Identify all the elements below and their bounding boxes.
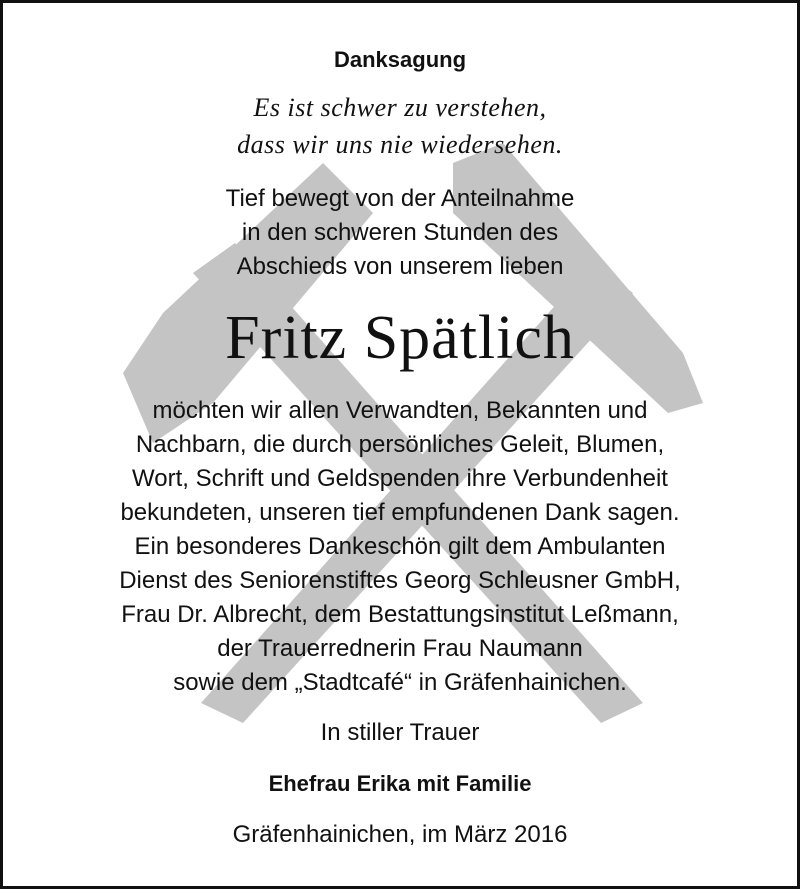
intro-line-3: Abschieds von unserem lieben [236,253,564,280]
body-line-7: Frau Dr. Albrecht, dem Bestattungsinstitut Leßmann, [121,601,679,628]
verse-line-1: Es ist schwer zu verstehen, [253,93,547,122]
body-line-9: sowie dem „Stadtcafé“ in Gräfenhainichen. [173,669,627,696]
body-line-6: Dienst des Seniorenstiftes Georg Schleusner GmbH, [119,567,681,594]
body-line-5: Ein besonderes Dankeschön gilt dem Ambulanten [134,533,666,560]
body-line-8: der Trauerrednerin Frau Naumann [217,635,583,662]
place-date: Gräfenhainichen, im März 2016 [232,821,568,848]
body-line-4: bekundeten, unseren tief empfundenen Dank sagen. [120,499,680,526]
body-line-1: möchten wir allen Verwandten, Bekannten und [152,397,648,424]
closing-line: In stiller Trauer [320,719,480,746]
heading: Danksagung [333,47,467,72]
body-line-2: Nachbarn, die durch persönliches Geleit, Blumen, [135,431,665,458]
deceased-name: Fritz Spätlich [225,304,575,372]
family-signature: Ehefrau Erika mit Familie [268,771,532,796]
verse-line-2: dass wir uns nie wiedersehen. [237,130,563,159]
intro-line-2: in den schweren Stunden des [241,219,559,246]
body-line-3: Wort, Schrift und Geldspenden ihre Verbundenheit [132,465,668,492]
intro-line-1: Tief bewegt von der Anteilnahme [225,185,575,212]
